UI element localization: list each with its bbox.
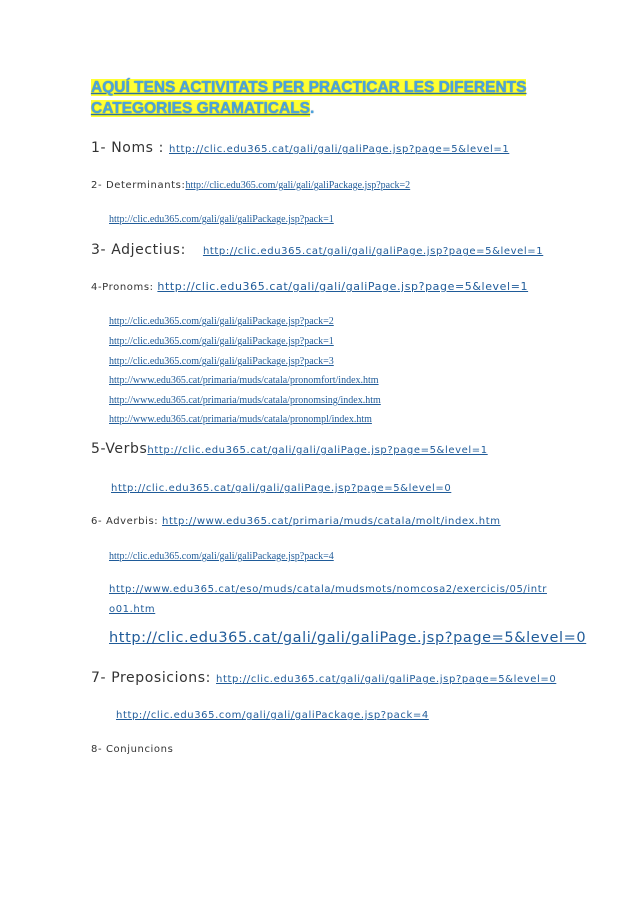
adverbis-link-row-3b xyxy=(109,597,155,616)
preposicions-link[interactable]: http://clic.edu365.cat/gali/gali/galiPage.jsp?page=5&level=0 xyxy=(216,674,557,685)
determinants-label: 2- Determinants: xyxy=(91,180,186,191)
conjuncions-label: 8- Conjuncions xyxy=(91,744,174,755)
item-adjectius xyxy=(91,239,543,258)
adverbis-link-row-2 xyxy=(109,544,334,563)
pronoms-extra-link-4[interactable]: http://www.edu365.cat/primaria/muds/catala/pronomfort/index.htm xyxy=(109,375,379,386)
verbs-label: 5-Verbs xyxy=(91,441,148,457)
determinants-link-2[interactable]: http://clic.edu365.com/gali/gali/galiPackage.jsp?pack=1 xyxy=(109,214,334,225)
verbs-link-row-2 xyxy=(111,476,451,495)
pronoms-link-row-2 xyxy=(109,329,334,348)
determinants-link-row-2 xyxy=(109,207,334,226)
adverbis-link-4[interactable]: http://clic.edu365.cat/gali/gali/galiPage.jsp?page=5&level=0 xyxy=(109,630,587,646)
determinants-link-1[interactable]: http://clic.edu365.com/gali/gali/galiPackage.jsp?pack=2 xyxy=(185,180,411,191)
pronoms-extra-link-3[interactable]: http://clic.edu365.com/gali/gali/galiPackage.jsp?pack=3 xyxy=(109,356,334,367)
item-adverbis xyxy=(91,509,501,528)
preposicions-label: 7- Preposicions: xyxy=(91,670,216,686)
pronoms-extra-link-1[interactable]: http://clic.edu365.com/gali/gali/galiPackage.jsp?pack=2 xyxy=(109,316,334,327)
verbs-link-2[interactable]: http://clic.edu365.cat/gali/gali/galiPage.jsp?page=5&level=0 xyxy=(111,483,452,494)
adjectius-label: 3- Adjectius: xyxy=(91,242,191,258)
title-dot: . xyxy=(310,100,315,117)
adverbis-link-row-3a xyxy=(109,577,547,596)
adverbis-link-2[interactable]: http://clic.edu365.com/gali/gali/galiPackage.jsp?pack=4 xyxy=(109,551,334,562)
pronoms-extra-link-2[interactable]: http://clic.edu365.com/gali/gali/galiPackage.jsp?pack=1 xyxy=(109,336,334,347)
item-pronoms xyxy=(91,275,528,294)
title-text: AQUÍ TENS ACTIVITATS PER PRACTICAR LES DIFERENTS CATEGORIES GRAMATICALS xyxy=(91,79,527,117)
pronoms-link-row-3 xyxy=(109,349,334,368)
preposicions-link-row-2 xyxy=(116,703,429,722)
item-verbs xyxy=(91,438,488,457)
pronoms-link-row-4 xyxy=(109,368,379,387)
item-noms xyxy=(91,137,509,156)
item-preposicions xyxy=(91,667,556,686)
pronoms-link-row-5 xyxy=(109,388,381,407)
adverbis-label: 6- Adverbis: xyxy=(91,516,163,527)
pronoms-extra-link-6[interactable]: http://www.edu365.cat/primaria/muds/catala/pronompl/index.htm xyxy=(109,414,372,425)
adverbis-link[interactable]: http://www.edu365.cat/primaria/muds/catala/molt/index.htm xyxy=(162,516,501,527)
item-determinants xyxy=(91,173,410,192)
adverbis-link-3-line-2[interactable]: o01.htm xyxy=(109,604,156,615)
noms-label: 1- Noms : xyxy=(91,140,169,156)
pronoms-label: 4-Pronoms: xyxy=(91,282,158,293)
page-title xyxy=(91,77,561,119)
noms-link[interactable]: http://clic.edu365.cat/gali/gali/galiPage.jsp?page=5&level=1 xyxy=(169,144,510,155)
pronoms-extra-link-5[interactable]: http://www.edu365.cat/primaria/muds/catala/pronomsing/index.htm xyxy=(109,395,381,406)
adjectius-link[interactable]: http://clic.edu365.cat/gali/gali/galiPage.jsp?page=5&level=1 xyxy=(202,246,544,257)
pronoms-link-row-6 xyxy=(109,407,372,426)
adverbis-link-row-4 xyxy=(109,627,586,646)
pronoms-link[interactable]: http://clic.edu365.cat/gali/gali/galiPage.jsp?page=5&level=1 xyxy=(157,280,529,293)
pronoms-link-row-1 xyxy=(109,309,334,328)
preposicions-link-2[interactable]: http://clic.edu365.com/gali/gali/galiPackage.jsp?pack=4 xyxy=(116,710,429,721)
adverbis-link-3-line-1[interactable]: http://www.edu365.cat/eso/muds/catala/mudsmots/nomcosa2/exercicis/05/intr xyxy=(109,584,547,595)
item-conjuncions xyxy=(91,737,173,756)
verbs-link[interactable]: http://clic.edu365.cat/gali/gali/galiPage.jsp?page=5&level=1 xyxy=(147,445,488,456)
